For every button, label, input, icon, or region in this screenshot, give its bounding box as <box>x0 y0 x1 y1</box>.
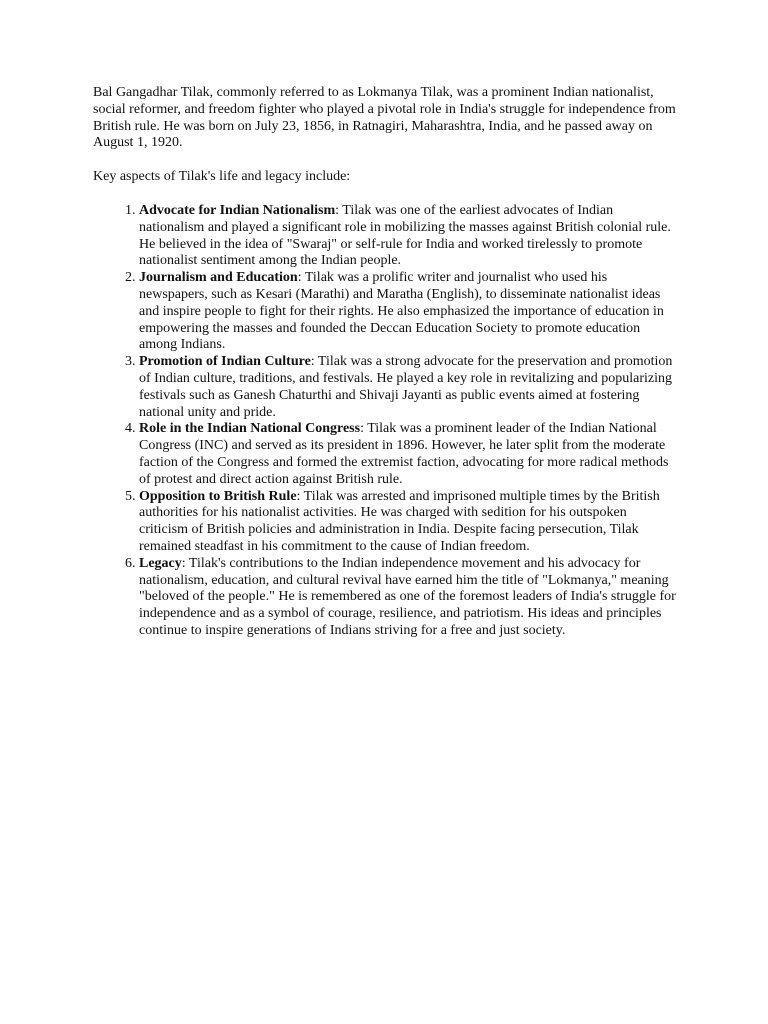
aspects-list <box>93 203 678 640</box>
document-page <box>93 85 678 640</box>
aspect-text: : Tilak was arrested and imprisoned multiple times by the British authorities for his nationalist activities. He was charged with sedition for his outspoken criticism of British policies and administration in India. Despite facing persecution, Tilak remained steadfast in his commitment to the cause of Indian freedom. <box>139 488 660 554</box>
list-item <box>139 354 678 421</box>
aspects-lead-in: Key aspects of Tilak's life and legacy include: <box>93 169 351 185</box>
aspect-text: : Tilak was a strong advocate for the preservation and promotion of Indian culture, traditions, and festivals. He played a key role in revitalizing and popularizing festivals such as Ganesh Chaturthi and Shivaji Jayanti as public events aimed at fostering national unity and pride. <box>139 354 673 420</box>
list-item <box>139 421 678 488</box>
list-item <box>139 270 678 354</box>
aspect-term: Promotion of Indian Culture <box>139 354 311 370</box>
aspect-term: Journalism and Education <box>139 270 298 286</box>
aspect-term: Legacy <box>139 555 182 571</box>
aspect-text: : Tilak's contributions to the Indian independence movement and his advocacy for nationalism, education, and cultural revival have earned him the title of "Lokmanya," meaning "beloved of the people." He is remembered as one of the foremost leaders of India's struggle for independence and as a symbol of courage, resilience, and patriotism. His ideas and principles continue to inspire generations of Indians striving for a free and just society. <box>139 555 676 638</box>
list-item <box>139 489 678 556</box>
aspect-term: Role in the Indian National Congress <box>139 421 361 437</box>
aspect-term: Opposition to British Rule <box>139 488 297 504</box>
aspect-text: : Tilak was a prominent leader of the Indian National Congress (INC) and served as its president in 1896. However, he later split from the moderate faction of the Congress and formed the extremist faction, advocating for more radical methods of protest and direct action against British rule. <box>139 421 669 487</box>
aspect-term: Advocate for Indian Nationalism <box>139 202 336 218</box>
aspect-text: : Tilak was a prolific writer and journalist who used his newspapers, such as Kesari (Marathi) and Maratha (English), to disseminate nationalist ideas and inspire people to fight for their rights. He also emphasized the importance of education in empowering the masses and founded the Deccan Education Society to promote education among Indians. <box>139 270 664 353</box>
aspect-text: : Tilak was one of the earliest advocates of Indian nationalism and played a significant role in mobilizing the masses against British colonial rule. He believed in the idea of "Swaraj" or self-rule for India and worked tirelessly to promote nationalist sentiment among the Indian people. <box>139 202 671 269</box>
list-item <box>139 203 678 270</box>
intro-paragraph: Bal Gangadhar Tilak, commonly referred to as Lokmanya Tilak, was a prominent Indian nationalist, social reformer, and freedom fighter who played a pivotal role in India's struggle for independence from British rule. He was born on July 23, 1856, in Ratnagiri, Maharashtra, India, and he passed away on August 1, 1920. <box>93 85 676 151</box>
list-item <box>139 556 678 640</box>
